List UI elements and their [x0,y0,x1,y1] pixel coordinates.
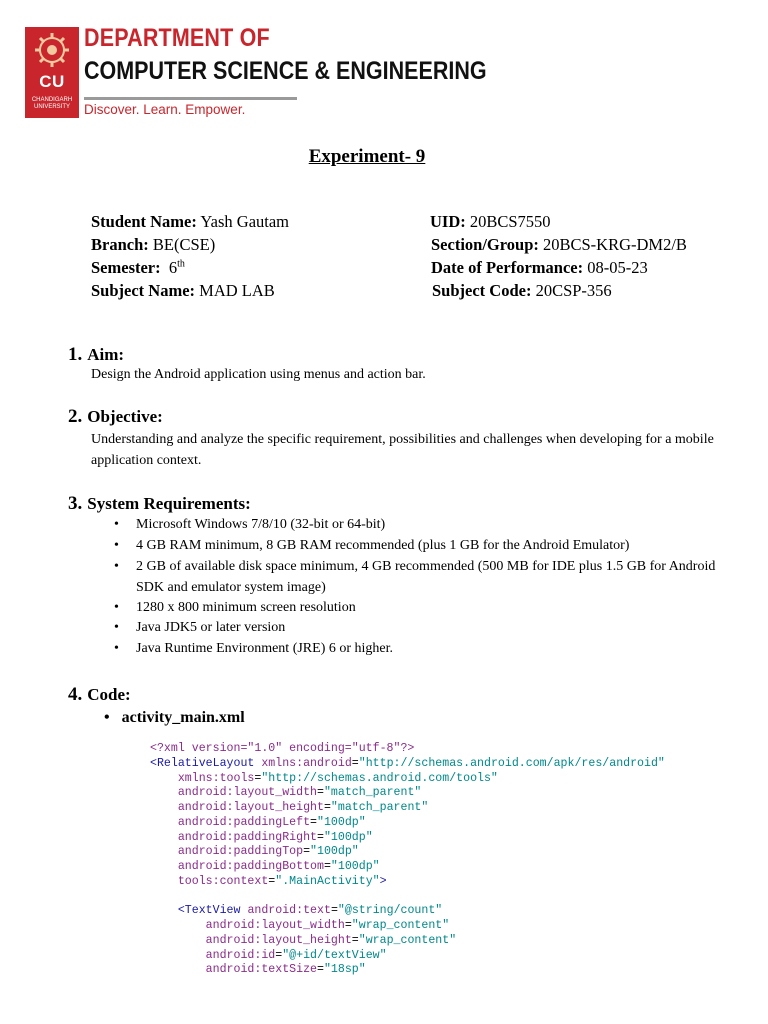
code-value: "wrap_content" [351,919,450,932]
aim-text: Design the Android application using menus and action bar. [91,367,426,382]
objective-number: 2. [68,406,83,427]
requirement-item [114,598,736,619]
code-attr: android:paddingTop [177,845,304,859]
branch [91,235,215,255]
code-title: Code: [87,685,131,704]
code-value: "@string/count" [337,904,443,918]
code-file-item [104,709,245,727]
code-attr: android:paddingRight [177,830,317,844]
date-value: 08-05-23 [587,258,648,277]
code-tag: <TextView [177,904,241,918]
semester [91,258,185,278]
code-value: "100dp" [310,845,359,859]
student-name-label: Student Name: [91,212,197,231]
logo-text: CU [39,72,65,91]
code-value: "wrap_content" [358,933,457,947]
bullet-icon: • [114,559,119,574]
branch-value: BE(CSE) [152,235,216,254]
student-name-value: Yash Gautam [200,212,290,231]
objective-text: Understanding and analyze the specific requirement, possibilities and challenges when developing for a mobile application context. [91,432,714,468]
section-label: Section/Group: [431,235,539,254]
gear-emblem-icon [31,31,73,69]
code-line: <?xml version="1.0" encoding="utf-8"?> [150,742,415,755]
requirement-item [114,515,736,536]
code-attr: xmlns:android [261,756,352,770]
requirement-text: Microsoft Windows 7/8/10 (32-bit or 64-bit) [136,517,386,532]
uid [430,212,551,232]
code-tag: <RelativeLayout [150,756,255,770]
requirement-item [114,618,736,639]
system-requirements-number: 3. [68,493,83,514]
subject-name-value: MAD LAB [199,281,275,300]
requirement-text: Java JDK5 or later version [136,620,286,635]
code-value: "match_parent" [330,801,429,814]
experiment-title: Experiment- 9 [308,146,426,167]
bullet-icon: • [114,641,119,656]
tagline: Discover. Learn. Empower. [84,102,246,117]
code-number: 4. [68,684,83,705]
student-name [91,212,289,232]
bullet-icon: • [114,600,119,615]
code-attr: tools:context [177,874,269,888]
bullet-icon: • [104,709,110,726]
code-attr: android:layout_height [205,933,352,947]
date-of-performance [431,258,648,278]
uid-value: 20BCS7550 [469,212,551,231]
system-requirements-title: System Requirements: [87,494,251,513]
section-group [431,235,687,255]
code-value: "100dp" [317,815,366,829]
code-value: "match_parent" [323,786,422,800]
requirement-item [114,557,736,598]
requirement-text: Java Runtime Environment (JRE) 6 or higher. [136,641,394,656]
semester-suffix: th [177,258,185,270]
code-heading [68,684,131,706]
subject-code [432,281,612,301]
system-requirements-heading [68,493,251,515]
requirement-text: 4 GB RAM minimum, 8 GB RAM recommended (plus 1 GB for the Android Emulator) [136,538,630,553]
code-file-name: activity_main.xml [121,709,245,726]
bullet-icon: • [114,538,119,553]
code-attr: android:id [205,948,276,962]
code-attr: android:layout_height [177,801,324,814]
code-value: ".MainActivity" [275,874,380,888]
aim-title: Aim: [87,345,125,364]
code-value: "http://schemas.android.com/tools" [261,771,498,785]
code-block: <?xml version="1.0" encoding="utf-8"?> <RelativeLayout xmlns:android="http://schemas.android.com/apk/res/android" xmlns:tools="http://schemas.android.com/tools" android:layout_width="match_parent" android:layout_height="match_parent" android:paddingLeft="100dp" android:paddingRight="100dp" android:paddingTop="100dp" android:paddingBottom="100dp" tools:context=".MainActivity"> <TextView android:text="@string/count" android:layout_width="wrap_content" android:layout_height="wrap_content" android:id="@+id/textView" android:textSize="18sp" [150,742,665,977]
semester-value: 6 [168,258,178,277]
section-value: 20BCS-KRG-DM2/B [543,235,687,254]
aim-number: 1. [68,344,83,365]
logo-university-name: CHANDIGARH UNIVERSITY [31,97,73,110]
subject-code-value: 20CSP-356 [535,281,612,300]
department-title-line2: COMPUTER SCIENCE & ENGINEERING [84,57,487,85]
code-attr: android:paddingLeft [177,815,311,829]
code-value: "@+id/textView" [282,948,387,962]
requirement-item [114,639,736,660]
code-attr: xmlns:tools [177,771,255,785]
objective-heading [68,406,163,428]
code-value: "100dp" [330,860,380,873]
subject-name [91,281,275,301]
requirement-text: 2 GB of available disk space minimum, 4 GB recommended (500 MB for IDE plus 1.5 GB for Android SDK and emulator system image) [136,559,716,595]
code-attr: android:layout_width [205,919,345,932]
code-attr: android:text [247,904,331,918]
code-attr: android:paddingBottom [177,860,324,873]
semester-label: Semester: [91,258,161,277]
bullet-icon: • [114,620,119,635]
date-label: Date of Performance: [431,258,584,277]
subject-code-label: Subject Code: [432,281,532,300]
code-attr: android:layout_width [177,786,317,800]
requirement-item [114,536,736,557]
header-divider [84,97,297,100]
department-title-line1: DEPARTMENT OF [84,24,270,52]
requirement-text: 1280 x 800 minimum screen resolution [136,600,356,615]
code-value: "18sp" [323,963,366,977]
aim-heading [68,344,124,366]
code-value: "http://schemas.android.com/apk/res/android" [358,756,665,770]
branch-label: Branch: [91,235,149,254]
subject-name-label: Subject Name: [91,281,196,300]
objective-title: Objective: [87,407,163,426]
code-tag-end: > [379,874,387,888]
code-value: "100dp" [323,830,373,844]
bullet-icon: • [114,517,119,532]
code-attr: android:textSize [205,963,317,977]
uid-label: UID: [430,212,466,231]
